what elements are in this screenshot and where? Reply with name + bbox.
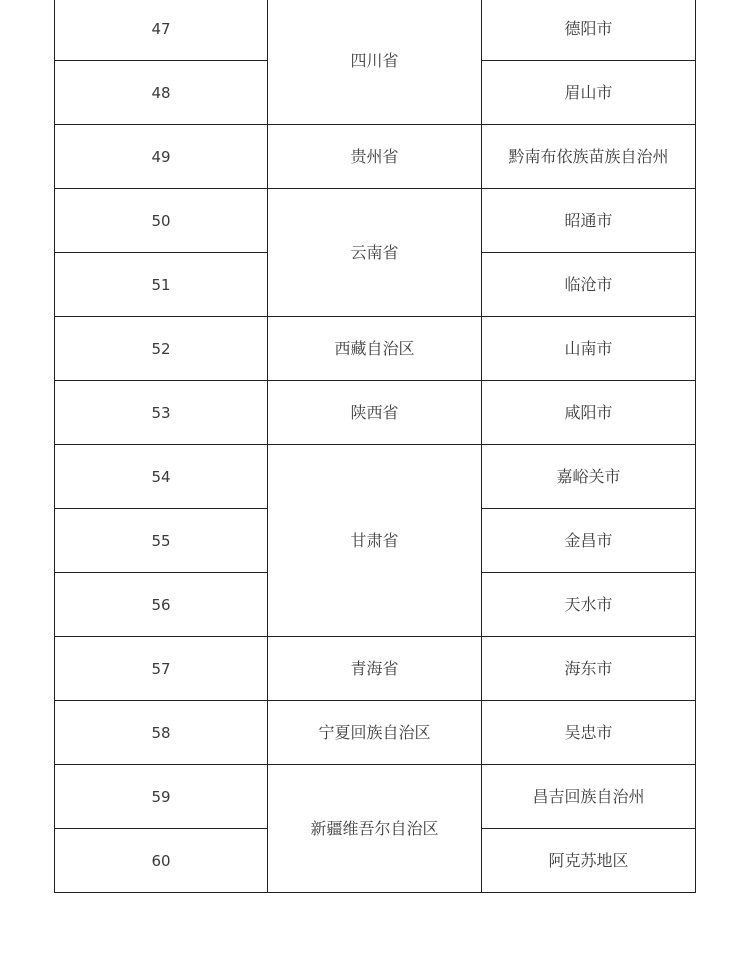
table-row	[55, 701, 696, 765]
city-cell: 咸阳市	[482, 381, 696, 445]
province-cell: 四川省	[268, 0, 482, 125]
city-cell: 昭通市	[482, 189, 696, 253]
city-list-table	[54, 0, 696, 893]
row-number-cell: 48	[55, 61, 268, 125]
table-row	[55, 765, 696, 829]
row-number-cell: 54	[55, 445, 268, 509]
table-row	[55, 189, 696, 253]
table-body	[55, 0, 696, 893]
city-cell: 海东市	[482, 637, 696, 701]
city-cell: 昌吉回族自治州	[482, 765, 696, 829]
row-number-cell: 57	[55, 637, 268, 701]
row-number-cell: 50	[55, 189, 268, 253]
row-number-cell: 55	[55, 509, 268, 573]
city-list-table-container	[54, 0, 695, 893]
city-cell: 德阳市	[482, 0, 696, 61]
table-row	[55, 125, 696, 189]
city-cell: 嘉峪关市	[482, 445, 696, 509]
city-cell: 临沧市	[482, 253, 696, 317]
row-number-cell: 58	[55, 701, 268, 765]
row-number-cell: 59	[55, 765, 268, 829]
table-row	[55, 317, 696, 381]
city-cell: 眉山市	[482, 61, 696, 125]
city-cell: 天水市	[482, 573, 696, 637]
city-cell: 阿克苏地区	[482, 829, 696, 893]
table-row	[55, 637, 696, 701]
row-number-cell: 47	[55, 0, 268, 61]
province-cell: 陕西省	[268, 381, 482, 445]
province-cell: 新疆维吾尔自治区	[268, 765, 482, 893]
province-cell: 西藏自治区	[268, 317, 482, 381]
province-cell: 甘肃省	[268, 445, 482, 637]
row-number-cell: 56	[55, 573, 268, 637]
city-cell: 吴忠市	[482, 701, 696, 765]
city-cell: 山南市	[482, 317, 696, 381]
city-cell: 金昌市	[482, 509, 696, 573]
city-cell: 黔南布依族苗族自治州	[482, 125, 696, 189]
province-cell: 贵州省	[268, 125, 482, 189]
province-cell: 宁夏回族自治区	[268, 701, 482, 765]
row-number-cell: 51	[55, 253, 268, 317]
province-cell: 青海省	[268, 637, 482, 701]
table-row	[55, 0, 696, 61]
row-number-cell: 53	[55, 381, 268, 445]
province-cell: 云南省	[268, 189, 482, 317]
row-number-cell: 49	[55, 125, 268, 189]
table-row	[55, 445, 696, 509]
row-number-cell: 60	[55, 829, 268, 893]
table-row	[55, 381, 696, 445]
row-number-cell: 52	[55, 317, 268, 381]
